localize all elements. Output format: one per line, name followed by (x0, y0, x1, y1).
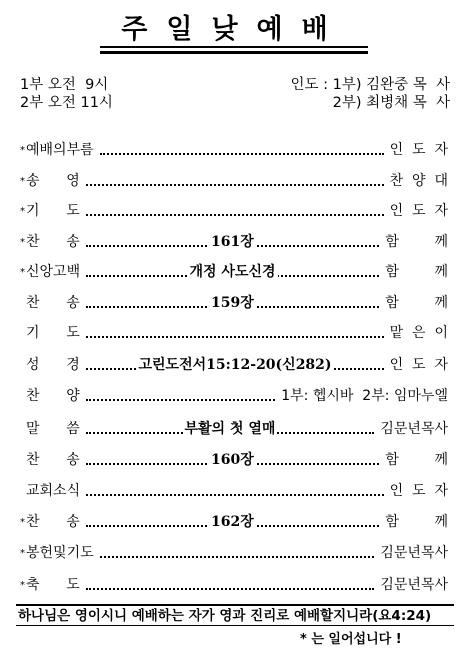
worship-item-label-text: 교회소식 (26, 483, 81, 499)
stand-marker: * (20, 517, 25, 528)
worship-item-detail: 부활의 첫 열매 (183, 418, 278, 440)
page-title: 주일낮예배 (121, 14, 347, 45)
leader-dots (86, 214, 384, 216)
title-underline-top (100, 46, 368, 48)
worship-item-person: 인 도 자 (389, 142, 448, 158)
worship-item (18, 418, 452, 440)
worship-item-label-text: 봉헌및기도 (26, 545, 94, 561)
worship-item-label (20, 170, 80, 193)
worship-item (18, 354, 452, 376)
worship-item-label-text: 축 도 (26, 577, 80, 593)
worship-item (18, 231, 452, 253)
worship-item-label (20, 449, 80, 472)
worship-item-label (20, 418, 80, 441)
worship-item (18, 480, 452, 502)
stand-marker: * (20, 145, 25, 156)
leader-dots (100, 153, 384, 155)
title-underline-bottom (100, 51, 368, 54)
worship-item-label-text: 예배의부름 (26, 142, 94, 158)
stand-marker: * (20, 267, 25, 278)
worship-item-label-text: 기 도 (26, 203, 80, 219)
leader-dots (100, 556, 374, 558)
worship-item-person: 함 께 (385, 234, 448, 250)
service-time-2: 2부 오전 11시 (20, 95, 113, 111)
worship-item-label (20, 322, 80, 345)
worship-item-label (20, 480, 80, 503)
worship-item-person: 함 께 (385, 264, 448, 280)
worship-item (18, 385, 452, 407)
worship-item-label-text: 찬 송 (26, 514, 80, 530)
worship-item-label-text: 찬 송 (26, 295, 80, 311)
leader-dots (86, 184, 384, 186)
leader-dots (86, 336, 384, 338)
footer-rule-top (16, 604, 454, 606)
worship-item (18, 322, 452, 344)
worship-item (18, 139, 452, 161)
worship-item-person: 찬 양 대 (389, 173, 448, 189)
leader-line-2: 2부) 최병채 목 사 (332, 95, 450, 111)
worship-item-label-text: 신앙고백 (26, 264, 81, 280)
scripture-verse: 하나님은 영이시니 예배하는 자가 영과 진리로 예배할지니라(요4:24) (18, 608, 432, 624)
leader-dots (86, 399, 275, 401)
worship-item (18, 261, 452, 283)
stand-marker: * (20, 237, 25, 248)
worship-item (18, 542, 452, 564)
worship-item-label (20, 292, 80, 315)
worship-item-person: 인 도 자 (389, 483, 448, 499)
worship-item-detail: 160장 (209, 449, 256, 471)
leader-dots (86, 588, 374, 590)
worship-item (18, 574, 452, 596)
worship-item-label-text: 성 경 (26, 357, 80, 373)
worship-item-detail: 161장 (209, 231, 256, 253)
worship-item-label (20, 574, 80, 597)
worship-item-label (20, 385, 80, 408)
stand-marker: * (20, 548, 25, 559)
service-time-1: 1부 오전 9시 (20, 77, 109, 93)
worship-item (18, 511, 452, 533)
worship-item (18, 449, 452, 471)
worship-item-person: 김문년목사 (380, 545, 448, 561)
worship-item-label (20, 231, 80, 254)
worship-item-person: 1부: 헵시바 2부: 임마누엘 (281, 388, 448, 404)
worship-item-label (20, 261, 80, 284)
worship-item-label-text: 찬 송 (26, 234, 80, 250)
worship-item-detail: 고린도전서15:12-20(신282) (137, 354, 334, 376)
worship-item-label-text: 말 씀 (26, 421, 80, 437)
worship-item-label (20, 511, 80, 534)
worship-item-label-text: 송 영 (26, 173, 80, 189)
worship-item-label (20, 139, 94, 162)
worship-item-label-text: 찬 양 (26, 388, 80, 404)
worship-item (18, 200, 452, 222)
worship-item-person: 김문년목사 (380, 421, 448, 437)
stand-marker: * (20, 176, 25, 187)
worship-item-label (20, 200, 80, 223)
worship-item-person: 김문년목사 (380, 577, 448, 593)
footer-rule-bottom (16, 625, 454, 626)
worship-item-person: 인 도 자 (389, 203, 448, 219)
worship-item-person: 함 께 (385, 452, 448, 468)
worship-item-label (20, 542, 94, 565)
worship-item-detail: 159장 (209, 292, 256, 314)
worship-item-label-text: 기 도 (26, 325, 80, 341)
leader-dots (86, 494, 384, 496)
standing-note: * 는 일어섭니다 ! (300, 632, 402, 647)
worship-item-detail: 개정 사도신경 (188, 261, 278, 283)
worship-item-person: 함 께 (385, 514, 448, 530)
worship-item-person: 함 께 (385, 295, 448, 311)
leader-line-1: 인도 : 1부) 김완중 목 사 (290, 77, 450, 93)
worship-item-person: 맡 은 이 (389, 325, 448, 341)
worship-item-label-text: 찬 송 (26, 452, 80, 468)
worship-item-label (20, 354, 80, 377)
worship-item-detail: 162장 (209, 511, 256, 533)
worship-item (18, 292, 452, 314)
stand-marker: * (20, 206, 25, 217)
worship-item (18, 170, 452, 192)
worship-item-person: 인 도 자 (389, 357, 448, 373)
stand-marker: * (20, 580, 25, 591)
